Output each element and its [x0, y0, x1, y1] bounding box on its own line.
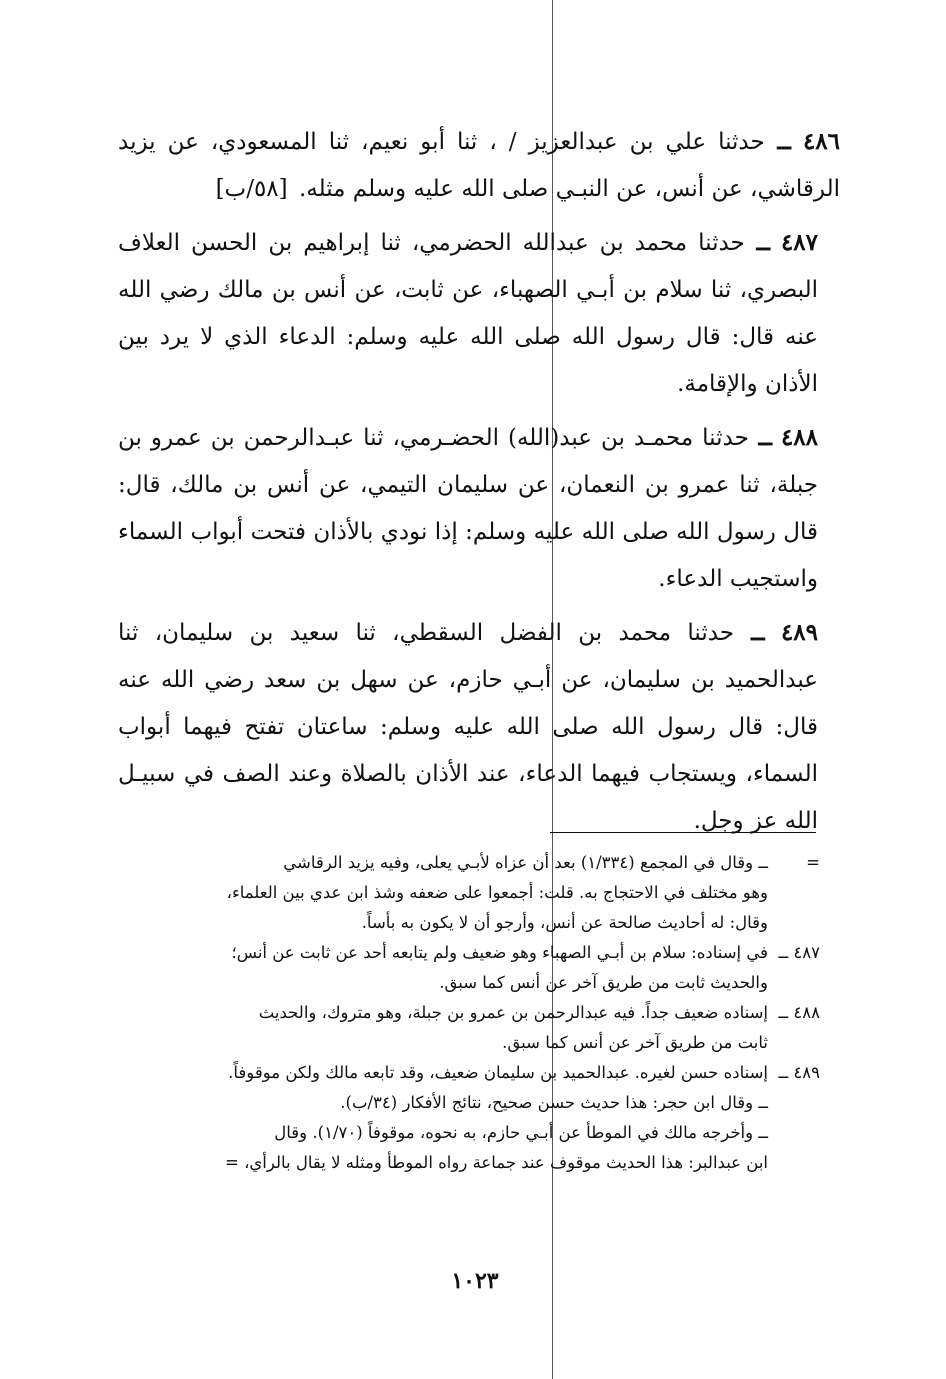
footnote-number: ٤٨٨ ــ	[778, 1003, 820, 1022]
continuation-marker: =	[224, 1153, 239, 1172]
hadith-body: حدثنا محمـد بن عبد(الله) الحضـرمي، ثنا عبـدالرحمن بن عمرو بن جبلة، ثنا عمرو بن النعمان، عن سليمان التيمي، عن أنس بن مالك، قال: قال رسول الله صلى الله عليه وسلم: إذا نودي بالأذان فتحت أبواب السماء واستجيب الدعاء.	[118, 425, 818, 592]
footnote-line: وهو مختلف في الاحتجاج به. قلت: أجمعوا على ضعفه وشذ ابن عدي بين العلماء،	[226, 883, 768, 902]
footnote-separator	[550, 832, 816, 833]
footnote-body	[96, 1058, 768, 1178]
hadith-number: ٤٨٦	[802, 128, 841, 155]
footnote-number: =	[806, 853, 820, 872]
footnote-body	[96, 848, 768, 938]
footnotes-block	[96, 848, 820, 1178]
footnote-body	[96, 938, 768, 998]
folio-marker: [٥٨/ب]	[215, 176, 288, 202]
footnote-line: وقال: له أحاديث صالحة عن أنس، وأرجو أن لا يكون به بأساً.	[361, 913, 768, 932]
footnote-line: ــ وقال ابن حجر: هذا حديث حسن صحيح، نتائج الأفكار (٣٤/ب).	[340, 1093, 768, 1112]
footnote-line: ــ وقال في المجمع (١/٣٣٤) بعد أن عزاه لأبـي يعلى، وفيه يزيد الرقاشي	[283, 853, 768, 872]
hadith-dash: ــ	[744, 229, 770, 256]
hadith-body: حدثنا علي بن عبدالعزيز / ، ثنا أبو نعيم، ثنا المسعودي، عن يزيد الرقاشي، عن أنس، عن النبـي صلى الله عليه وسلم مثله.	[118, 129, 840, 202]
hadith-486	[118, 118, 840, 213]
footnote-body	[96, 998, 768, 1058]
hadith-489	[118, 609, 818, 845]
hadith-488	[118, 414, 818, 603]
footnote-line: ثابت من طريق آخر عن أنس كما سبق.	[502, 1033, 768, 1052]
hadith-number: ٤٨٨	[780, 424, 818, 451]
hadith-dash: ــ	[764, 128, 791, 155]
footnote-487	[96, 938, 820, 998]
hadith-number: ٤٨٧	[780, 229, 818, 256]
footnote-line: ــ وأخرجه مالك في الموطأ عن أبـي حازم، به نحوه، موقوفاً (١/٧٠). وقال	[274, 1123, 768, 1142]
footnote-line-text: ابن عبدالبر: هذا الحديث موقوف عند جماعة رواه الموطأ ومثله لا يقال بالرأي،	[244, 1153, 768, 1172]
hadith-487	[118, 219, 818, 408]
footnote-488	[96, 998, 820, 1058]
footnote-number: ٤٨٩ ــ	[778, 1063, 820, 1082]
hadith-text-block	[118, 118, 841, 851]
hadith-dash: ــ	[748, 424, 772, 451]
hadith-body: حدثنا محمد بن الفضل السقطي، ثنا سعيد بن سليمان، ثنا عبدالحميد بن سليمان، عن أبـي حازم، عن سهل بن سعد رضي الله عنه قال: قال رسول الله صلى الله عليه وسلم: ساعتان تفتح فيهما أبواب السماء، ويستجاب فيهما الدعاء، عند الأذان بالصلاة وعند الصف في سبيـل الله عز وجل.	[118, 620, 818, 834]
footnote-line: إسناده ضعيف جداً. فيه عبدالرحمن بن عمرو بن جبلة، وهو متروك، والحديث	[258, 1003, 768, 1022]
footnote-line: إسناده حسن لغيره. عبدالحميد بن سليمان ضعيف، وقد تابعه مالك ولكن موقوفاً.	[228, 1063, 768, 1082]
hadith-number: ٤٨٩	[780, 619, 819, 646]
page-number: ١٠٢٣	[451, 1268, 499, 1294]
hadith-body: حدثنا محمد بن عبدالله الحضرمي، ثنا إبراهيم بن الحسن العلاف البصري، ثنا سلام بن أبـي الصهباء، عن ثابت، عن أنس بن مالك رضي الله عنه قال: قال رسول الله صلى الله عليه وسلم: الدعاء الذي لا يرد بين الأذان والإقامة.	[118, 230, 818, 397]
footnote-line	[96, 1148, 768, 1178]
footnote-489	[96, 1058, 820, 1178]
footnote-number: ٤٨٧ ــ	[778, 943, 820, 962]
footnote-continued	[96, 848, 820, 938]
footnote-line: والحديث ثابت من طريق آخر عن أنس كما سبق.	[439, 973, 768, 992]
footnote-line: في إسناده: سلام بن أبـي الصهباء وهو ضعيف ولم يتابعه أحد عن ثابت عن أنس؛	[231, 943, 768, 962]
hadith-dash: ــ	[734, 619, 765, 646]
